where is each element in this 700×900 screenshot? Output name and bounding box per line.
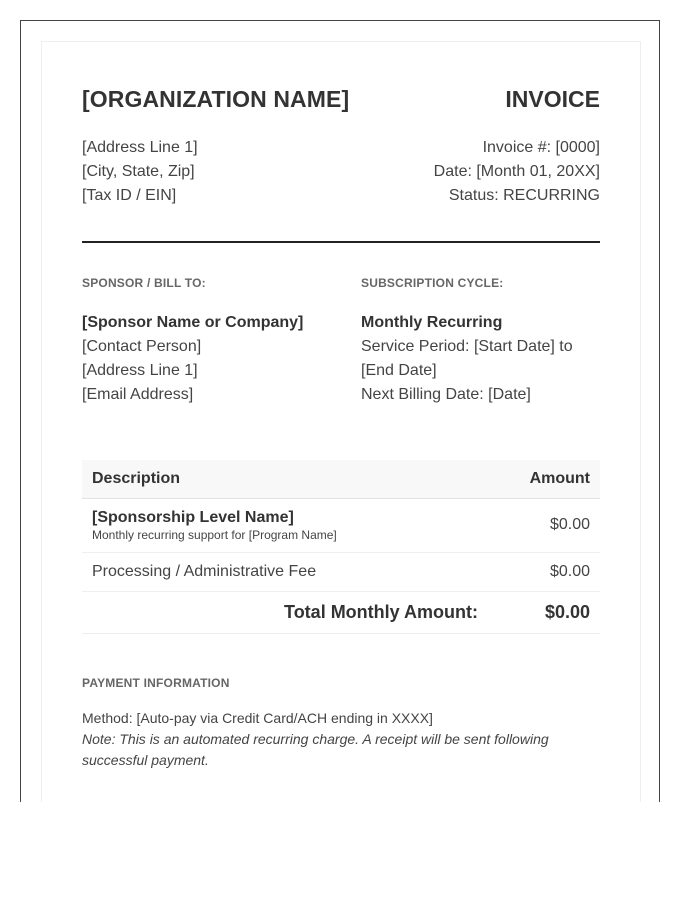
sponsor-name: [Sponsor Name or Company] bbox=[82, 314, 304, 331]
payment-method: Method: [Auto-pay via Credit Card/ACH ending in XXXX] bbox=[82, 710, 433, 726]
cycle-type: Monthly Recurring bbox=[361, 314, 503, 331]
service-period-end: [End Date] bbox=[361, 362, 437, 379]
payment-note: Note: This is an automated recurring charge. A receipt will be sent following successful payment. bbox=[82, 731, 549, 768]
invoice-status: Status: RECURRING bbox=[448, 187, 600, 204]
item-description: Monthly recurring support for [Program Name] bbox=[92, 528, 337, 542]
column-header-description: Description bbox=[92, 470, 181, 487]
invoice-meta bbox=[434, 136, 600, 208]
org-tax-id: [Tax ID / EIN] bbox=[82, 187, 177, 204]
sponsor-address: [Address Line 1] bbox=[82, 362, 198, 379]
item-name: Processing / Administrative Fee bbox=[92, 563, 317, 580]
sponsor-label: SPONSOR / BILL TO: bbox=[82, 276, 206, 290]
next-billing-date: Next Billing Date: [Date] bbox=[361, 386, 531, 403]
item-amount: $0.00 bbox=[549, 563, 590, 580]
invoice-date: Date: [Month 01, 20XX] bbox=[433, 163, 600, 180]
organization-address bbox=[82, 136, 198, 208]
invoice-number: Invoice #: [0000] bbox=[482, 139, 600, 156]
organization-name: [ORGANIZATION NAME] bbox=[82, 86, 350, 112]
total-row bbox=[82, 592, 600, 634]
total-amount: $0.00 bbox=[544, 602, 590, 622]
column-header-amount: Amount bbox=[529, 470, 590, 487]
table-row bbox=[82, 499, 600, 553]
org-address-line: [Address Line 1] bbox=[82, 139, 198, 156]
cycle-label: SUBSCRIPTION CYCLE: bbox=[361, 276, 504, 290]
org-city-state-zip: [City, State, Zip] bbox=[82, 163, 195, 180]
subscription-cycle-section bbox=[361, 276, 600, 407]
payment-label: PAYMENT INFORMATION bbox=[82, 676, 230, 690]
sponsor-section bbox=[82, 276, 342, 407]
item-name: [Sponsorship Level Name] bbox=[92, 509, 294, 526]
header-divider bbox=[82, 241, 600, 243]
total-label: Total Monthly Amount: bbox=[284, 602, 478, 622]
table-header bbox=[82, 460, 600, 499]
payment-information-section bbox=[82, 676, 600, 771]
line-items-table bbox=[82, 460, 600, 634]
sponsor-contact: [Contact Person] bbox=[82, 338, 202, 355]
service-period-start: Service Period: [Start Date] to bbox=[361, 338, 573, 355]
table-row bbox=[82, 553, 600, 592]
invoice-header bbox=[82, 86, 600, 116]
invoice-title: INVOICE bbox=[505, 86, 600, 112]
sponsor-email: [Email Address] bbox=[82, 386, 194, 403]
item-amount: $0.00 bbox=[549, 516, 590, 533]
